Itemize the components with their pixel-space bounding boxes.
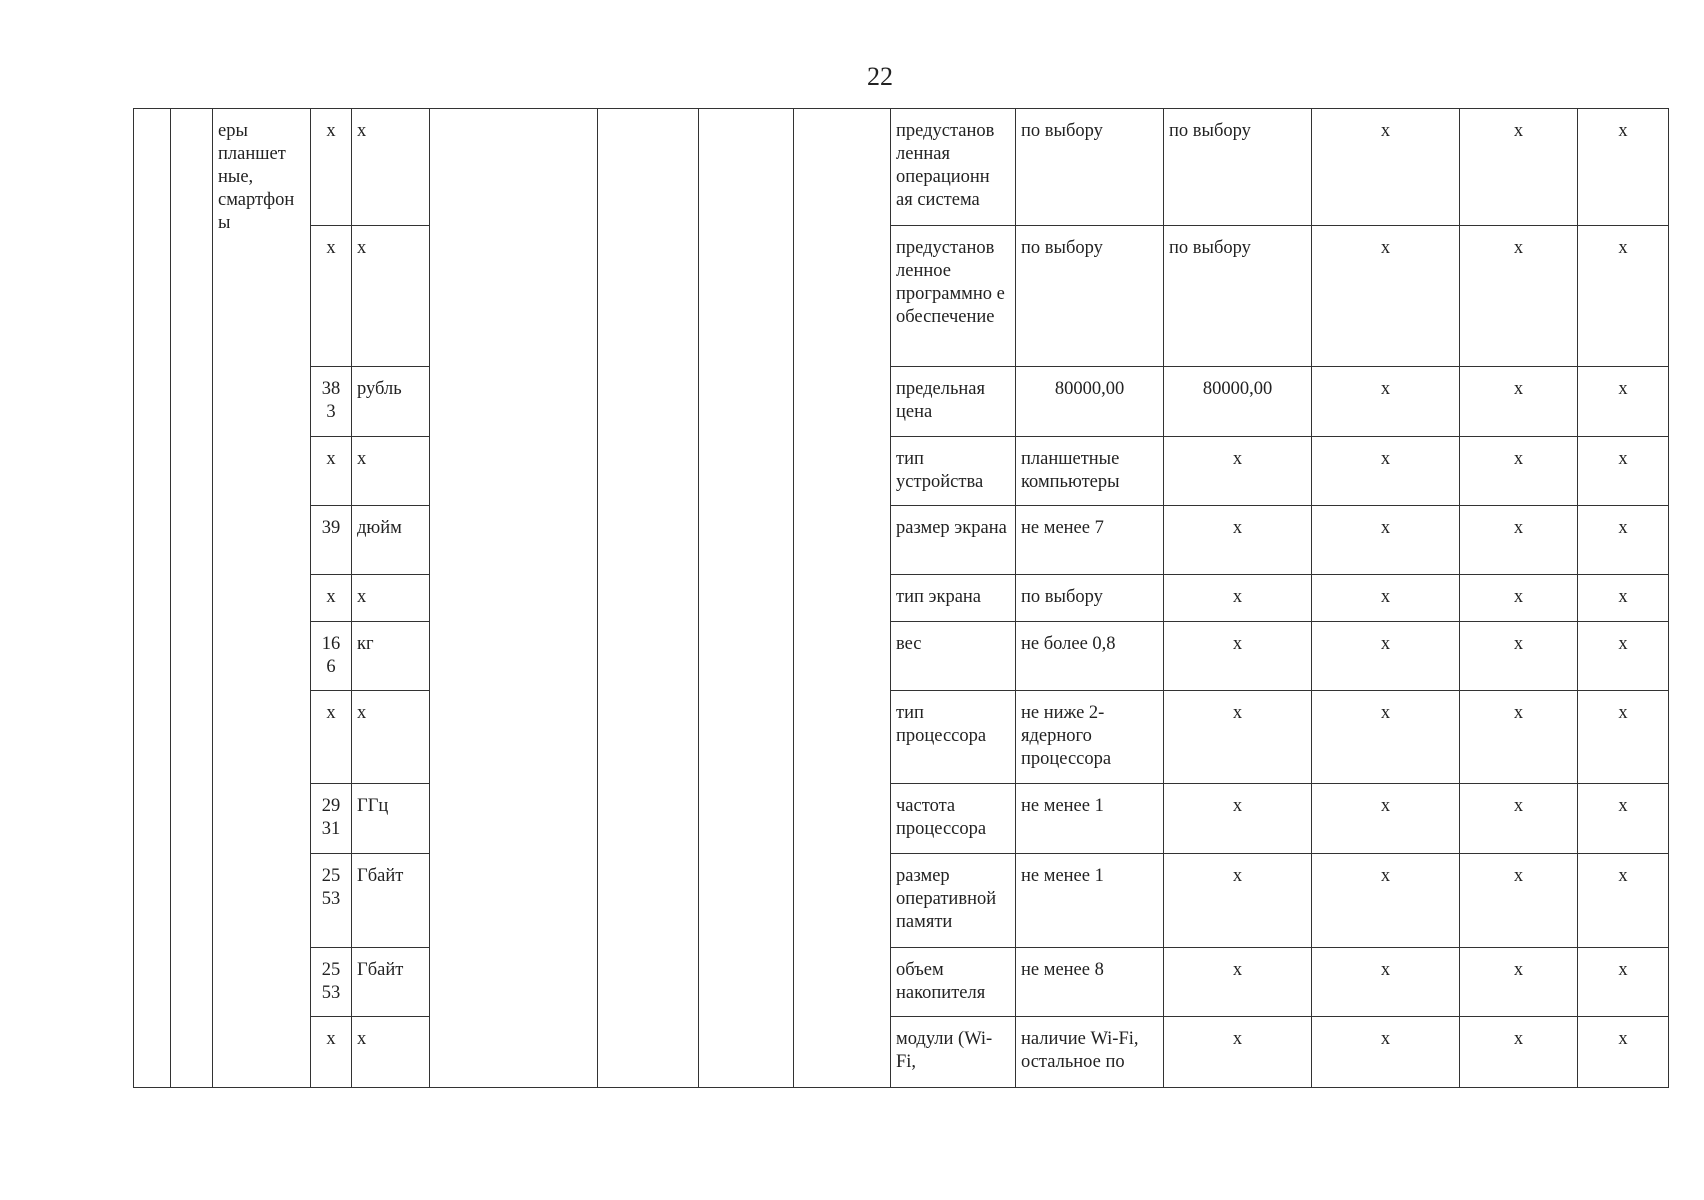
characteristic-cell: тип процессора [891, 691, 1016, 784]
value-cell: наличие Wi-Fi, остальное по [1016, 1017, 1164, 1088]
x-cell: х [1578, 784, 1669, 854]
x-cell: х [1578, 437, 1669, 506]
table-row [134, 437, 1669, 506]
value-cell-2: х [1164, 691, 1312, 784]
x-cell: х [1312, 948, 1460, 1017]
x-cell: х [1312, 575, 1460, 622]
x-cell: х [1460, 506, 1578, 575]
x-cell: х [1578, 948, 1669, 1017]
characteristic-cell: предустанов ленная операционн ая система [891, 109, 1016, 226]
x-cell: х [1578, 854, 1669, 948]
x-cell: х [1312, 506, 1460, 575]
unit-cell: х [352, 226, 430, 367]
value-cell: не менее 8 [1016, 948, 1164, 1017]
unit-cell: рубль [352, 367, 430, 437]
okei-code-cell: х [311, 691, 352, 784]
x-cell: х [1460, 854, 1578, 948]
unit-cell: х [352, 109, 430, 226]
table-row [134, 575, 1669, 622]
okei-code-cell: 25 53 [311, 948, 352, 1017]
x-cell: х [1578, 506, 1669, 575]
okei-code-cell: 39 [311, 506, 352, 575]
x-cell: х [1312, 854, 1460, 948]
value-cell-2: х [1164, 506, 1312, 575]
value-cell-2: 80000,00 [1164, 367, 1312, 437]
okei-code-cell: 16 6 [311, 622, 352, 691]
characteristic-cell: объем накопителя [891, 948, 1016, 1017]
table-row [134, 506, 1669, 575]
value-cell: не более 0,8 [1016, 622, 1164, 691]
x-cell: х [1460, 784, 1578, 854]
okei-code-cell: х [311, 1017, 352, 1088]
characteristic-cell: тип экрана [891, 575, 1016, 622]
value-cell: не менее 7 [1016, 506, 1164, 575]
characteristic-cell: предустанов ленное программно е обеспечение [891, 226, 1016, 367]
unit-cell: ГГц [352, 784, 430, 854]
unit-cell: х [352, 575, 430, 622]
table-row [134, 226, 1669, 367]
number-cell [134, 109, 171, 1088]
characteristic-cell: вес [891, 622, 1016, 691]
empty-col-c [699, 109, 794, 1088]
value-cell-2: по выбору [1164, 226, 1312, 367]
characteristic-cell: размер оперативной памяти [891, 854, 1016, 948]
category-cell: еры планшет ные, смартфон ы [213, 109, 311, 1088]
x-cell: х [1312, 622, 1460, 691]
characteristic-cell: модули (Wi-Fi, [891, 1017, 1016, 1088]
value-cell: по выбору [1016, 575, 1164, 622]
x-cell: х [1578, 691, 1669, 784]
x-cell: х [1312, 367, 1460, 437]
unit-cell: Гбайт [352, 948, 430, 1017]
x-cell: х [1578, 575, 1669, 622]
x-cell: х [1312, 784, 1460, 854]
table-row [134, 854, 1669, 948]
table-row [134, 109, 1669, 226]
characteristic-cell: тип устройства [891, 437, 1016, 506]
okei-code-cell: х [311, 575, 352, 622]
value-cell-2: х [1164, 1017, 1312, 1088]
characteristic-cell: частота процессора [891, 784, 1016, 854]
unit-cell: х [352, 437, 430, 506]
okei-code-cell: 38 3 [311, 367, 352, 437]
table-row [134, 367, 1669, 437]
unit-cell: кг [352, 622, 430, 691]
x-cell: х [1578, 622, 1669, 691]
characteristic-cell: размер экрана [891, 506, 1016, 575]
empty-col-b [598, 109, 699, 1088]
table-row [134, 948, 1669, 1017]
x-cell: х [1460, 367, 1578, 437]
value-cell: не менее 1 [1016, 854, 1164, 948]
unit-cell: х [352, 1017, 430, 1088]
code-cell [171, 109, 213, 1088]
okei-code-cell: х [311, 226, 352, 367]
unit-cell: дюйм [352, 506, 430, 575]
value-cell: не ниже 2-ядерного процессора [1016, 691, 1164, 784]
okei-code-cell: 29 31 [311, 784, 352, 854]
specifications-table [133, 108, 1669, 1088]
x-cell: х [1460, 575, 1578, 622]
x-cell: х [1578, 226, 1669, 367]
unit-cell: х [352, 691, 430, 784]
value-cell-2: х [1164, 784, 1312, 854]
table-row [134, 691, 1669, 784]
value-cell: по выбору [1016, 226, 1164, 367]
value-cell-2: х [1164, 948, 1312, 1017]
okei-code-cell: х [311, 109, 352, 226]
empty-col-a [430, 109, 598, 1088]
unit-cell: Гбайт [352, 854, 430, 948]
x-cell: х [1460, 437, 1578, 506]
value-cell: 80000,00 [1016, 367, 1164, 437]
x-cell: х [1460, 691, 1578, 784]
okei-code-cell: 25 53 [311, 854, 352, 948]
x-cell: х [1578, 1017, 1669, 1088]
value-cell: планшетные компьютеры [1016, 437, 1164, 506]
x-cell: х [1312, 691, 1460, 784]
value-cell-2: х [1164, 575, 1312, 622]
x-cell: х [1578, 367, 1669, 437]
page-number: 22 [867, 62, 893, 91]
x-cell: х [1312, 1017, 1460, 1088]
x-cell: х [1460, 109, 1578, 226]
x-cell: х [1578, 109, 1669, 226]
x-cell: х [1460, 226, 1578, 367]
table-row [134, 1017, 1669, 1088]
empty-col-d [794, 109, 891, 1088]
value-cell-2: по выбору [1164, 109, 1312, 226]
x-cell: х [1460, 622, 1578, 691]
table-row [134, 784, 1669, 854]
value-cell: не менее 1 [1016, 784, 1164, 854]
x-cell: х [1312, 437, 1460, 506]
x-cell: х [1460, 1017, 1578, 1088]
characteristic-cell: предельная цена [891, 367, 1016, 437]
value-cell-2: х [1164, 622, 1312, 691]
value-cell-2: х [1164, 854, 1312, 948]
x-cell: х [1312, 226, 1460, 367]
okei-code-cell: х [311, 437, 352, 506]
value-cell-2: х [1164, 437, 1312, 506]
x-cell: х [1460, 948, 1578, 1017]
x-cell: х [1312, 109, 1460, 226]
value-cell: по выбору [1016, 109, 1164, 226]
table-row [134, 622, 1669, 691]
